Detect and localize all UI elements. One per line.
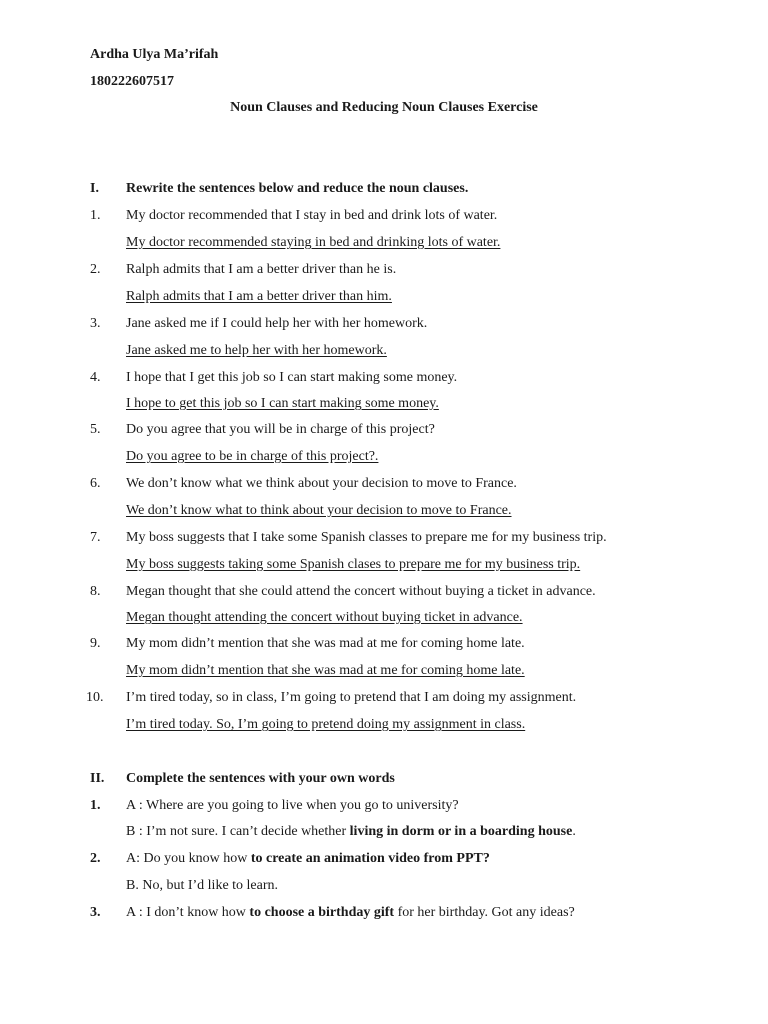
item-number: 9. (90, 636, 101, 651)
answer-text: We don’t know what to think about your decision to move to France. (126, 503, 512, 518)
item-number: 4. (90, 370, 101, 385)
section-2-heading: Complete the sentences with your own words (126, 771, 395, 786)
dialogue-text: A : I don’t know how (126, 905, 250, 920)
question-text: Do you agree that you will be in charge of this project? (126, 422, 435, 437)
section-1-number: I. (90, 181, 99, 196)
dialogue-text: . (572, 824, 576, 839)
item-number: 8. (90, 584, 101, 599)
document-title: Noun Clauses and Reducing Noun Clauses Exercise (230, 100, 538, 115)
answer-text: Megan thought attending the concert without buying ticket in advance. (126, 610, 523, 625)
answer-text: to choose a birthday gift (249, 905, 395, 920)
item-number: 2. (90, 262, 101, 277)
item-number: 1. (90, 208, 101, 223)
dialogue-text: A: Do you know how (126, 851, 251, 866)
item-number: 6. (90, 476, 101, 491)
item-number: 7. (90, 530, 101, 545)
author-name: Ardha Ulya Ma’rifah (90, 47, 219, 62)
question-text: We don’t know what we think about your decision to move to France. (126, 476, 517, 491)
answer-text: I’m tired today. So, I’m going to pretend doing my assignment in class. (126, 717, 526, 732)
question-text: I hope that I get this job so I can start making some money. (126, 370, 458, 385)
section-2-number: II. (90, 771, 105, 786)
question-text: My doctor recommended that I stay in bed and drink lots of water. (126, 208, 498, 223)
question-text: Ralph admits that I am a better driver than he is. (126, 262, 397, 277)
answer-text: Ralph admits that I am a better driver than him. (126, 289, 392, 304)
item-number: 2. (90, 851, 101, 866)
item-number: 3. (90, 905, 101, 920)
answer-text: My doctor recommended staying in bed and drinking lots of water. (126, 235, 501, 250)
question-text: My boss suggests that I take some Spanish classes to prepare me for my business trip. (126, 530, 607, 545)
answer-text: My boss suggests taking some Spanish clases to prepare me for my business trip. (126, 557, 581, 572)
dialogue-text: for her birthday. Got any ideas? (394, 905, 575, 920)
question-text: Jane asked me if I could help her with her homework. (126, 316, 428, 331)
item-number: 5. (90, 422, 101, 437)
dialogue-line: B. No, but I’d like to learn. (126, 878, 279, 893)
answer-text: I hope to get this job so I can start making some money. (126, 396, 439, 411)
item-number: 10. (86, 690, 104, 705)
question-text: My mom didn’t mention that she was mad at me for coming home late. (126, 636, 525, 651)
dialogue-line (126, 850, 490, 867)
answer-text: to create an animation video from PPT? (250, 851, 490, 866)
dialogue-line: A : Where are you going to live when you go to university? (126, 798, 459, 813)
dialogue-text: B : I’m not sure. I can’t decide whether (126, 824, 350, 839)
question-text: I’m tired today, so in class, I’m going to pretend that I am doing my assignment. (126, 690, 577, 705)
answer-text: Jane asked me to help her with her homework. (126, 343, 387, 358)
item-number: 1. (90, 798, 101, 813)
answer-text: Do you agree to be in charge of this project?. (126, 449, 379, 464)
dialogue-line (126, 823, 576, 840)
answer-text: living in dorm or in a boarding house (349, 824, 573, 839)
student-id: 180222607517 (90, 74, 174, 89)
dialogue-line (126, 904, 575, 921)
section-1-heading: Rewrite the sentences below and reduce the noun clauses. (126, 181, 469, 196)
answer-text: My mom didn’t mention that she was mad at me for coming home late. (126, 663, 525, 678)
question-text: Megan thought that she could attend the concert without buying a ticket in advance. (126, 584, 596, 599)
item-number: 3. (90, 316, 101, 331)
